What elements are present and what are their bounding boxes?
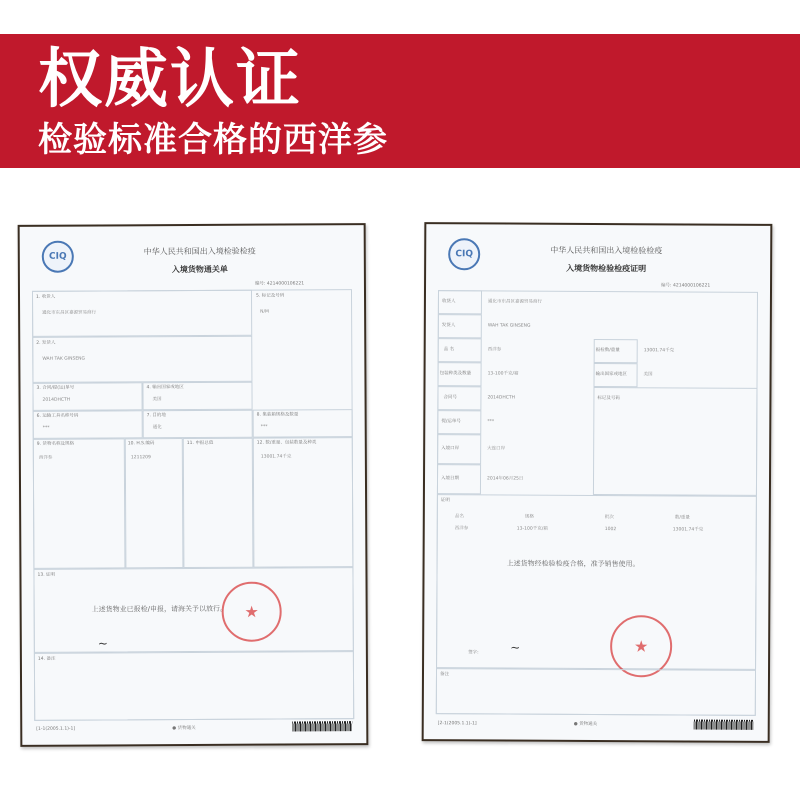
label-date: 入境日期 xyxy=(441,476,460,482)
footer-label: ● 货物通关 xyxy=(573,721,598,728)
value-origin: 美国 xyxy=(152,397,162,403)
entry-goods-inspection-certificate xyxy=(422,222,773,743)
cell-declared-value xyxy=(183,438,254,568)
banner xyxy=(0,34,800,168)
value-packing: 13-100千克/箱 xyxy=(487,371,519,377)
seal-star-icon: ★ xyxy=(244,602,259,622)
form-header-title: 入境货物通关单 xyxy=(171,264,228,275)
footer-form-code: [2-1(2005.1.1)-1] xyxy=(437,721,477,727)
certification-statement: 上述货物经检验检疫合格，准予销售使用。 xyxy=(506,559,640,569)
banner-title: 权威认证 xyxy=(38,43,302,117)
form-header-title: 入境货物检验检疫证明 xyxy=(566,263,647,274)
table-header-name: 品名 xyxy=(454,514,464,520)
sign-label: 签字: xyxy=(468,650,479,656)
label-remarks: 14. 备注 xyxy=(37,656,56,662)
label-consignee: 1. 收货人 xyxy=(36,294,56,300)
label-transport: 6. 运输工具名称号码 xyxy=(36,413,79,419)
label-consignee: 收货人 xyxy=(441,299,456,305)
value-quantity: 13001.74千克 xyxy=(260,454,292,460)
form-header-org: 中华人民共和国出入境检验检疫 xyxy=(550,245,663,256)
cell-certification xyxy=(436,494,757,670)
value-transport: *** xyxy=(42,425,50,431)
label-remarks: 备注 xyxy=(439,672,450,678)
label-port: 入境口岸 xyxy=(441,446,460,452)
label-contract: 3. 合同/提(运)单号 xyxy=(36,385,75,391)
value-product: 西洋参 xyxy=(487,347,502,353)
label-quantity: 12. 数/重量、包装数量及种类 xyxy=(256,440,317,446)
certification-statement: 上述货物业已报检/申报，请海关予以放行。 xyxy=(91,604,228,614)
signature: ~ xyxy=(97,636,108,651)
label-certification: 13. 证明 xyxy=(37,572,56,578)
table-header-spec: 规格 xyxy=(524,514,534,520)
cell-remarks xyxy=(34,651,354,721)
label-declared-value: 11. 申报总值 xyxy=(186,440,214,447)
label-origin: 输出国家或地区 xyxy=(595,371,628,378)
footer-label: ● 货物通关 xyxy=(172,725,196,732)
form-header-org: 中华人民共和国出入境检验检疫 xyxy=(143,246,256,257)
table-value-qty: 13001.74千克 xyxy=(672,527,704,533)
label-container: 8. 集装箱规格及数量 xyxy=(256,412,299,418)
form-number: 编号: 4214000106221 xyxy=(661,283,711,289)
value-consignee: 通化市东昌区嘉源贸易商行 xyxy=(487,299,542,305)
table-value-batch: 1002 xyxy=(604,527,617,533)
table-header-qty: 数/重量 xyxy=(674,515,690,521)
label-consignor: 发货人 xyxy=(441,323,456,329)
label-declared-qty: 报检数/重量 xyxy=(595,347,620,354)
value-declared-qty: 13001.74千克 xyxy=(643,348,675,354)
value-consignee: 通化市东昌区嘉源贸易商行 xyxy=(42,310,97,316)
footer-form-code: [1-1(2005.1.1)-1] xyxy=(36,726,76,732)
label-goods: 9. 货物名称及规格 xyxy=(36,441,75,447)
label-certification: 证明 xyxy=(440,498,450,504)
label-product: 品 名 xyxy=(443,347,455,353)
value-goods: 西洋参 xyxy=(38,455,53,461)
signature: ~ xyxy=(510,640,521,655)
value-date: 2014年06月25日 xyxy=(487,476,524,482)
value-marks: N/M xyxy=(260,309,269,315)
value-destination: 通化 xyxy=(152,425,162,431)
table-header-batch: 批次 xyxy=(604,515,614,521)
cell-remarks xyxy=(436,668,756,716)
label-origin: 4. 输出国家或地区 xyxy=(146,385,184,391)
label-consignor: 2. 发货人 xyxy=(36,340,56,346)
table-value-spec: 13-100千克/箱 xyxy=(516,526,548,532)
value-consignor: WAH TAK GINSENG xyxy=(487,323,531,329)
cell-marks xyxy=(593,387,758,496)
label-destination: 7. 目的地 xyxy=(146,413,166,419)
value-contract: 2014DHCTH xyxy=(487,395,516,401)
value-container: *** xyxy=(260,424,268,430)
entry-goods-customs-clearance-form xyxy=(18,223,369,747)
value-bl: *** xyxy=(487,419,495,425)
label-bl: 提/运单号 xyxy=(441,419,461,425)
label-packing: 包装种类及数量 xyxy=(439,371,472,377)
value-consignor: WAH TAK GINSENG xyxy=(42,356,86,362)
label-contract: 合同号 xyxy=(443,395,457,401)
banner-subtitle: 检验标准合格的西洋参 xyxy=(38,120,388,160)
value-origin: 美国 xyxy=(643,372,653,378)
official-seal xyxy=(610,615,672,677)
barcode-icon xyxy=(292,721,352,731)
ciq-logo-icon: CIQ xyxy=(42,241,74,273)
official-seal xyxy=(222,582,282,642)
barcode-icon xyxy=(694,720,754,730)
form-number: 编号: 4214000106221 xyxy=(254,281,305,287)
table-value-name: 西洋参 xyxy=(454,526,469,532)
label-marks: 标记及号码 xyxy=(597,396,620,402)
value-hs-code: 1211209 xyxy=(130,455,151,461)
ciq-logo-icon: CIQ xyxy=(448,238,480,270)
label-hs-code: 10. H.S.编码 xyxy=(127,441,155,447)
seal-star-icon: ★ xyxy=(633,636,649,656)
value-port: 大连口岸 xyxy=(487,446,506,452)
label-marks: 5. 标记及号码 xyxy=(255,293,285,299)
value-contract: 2014DHCTH xyxy=(42,397,71,403)
